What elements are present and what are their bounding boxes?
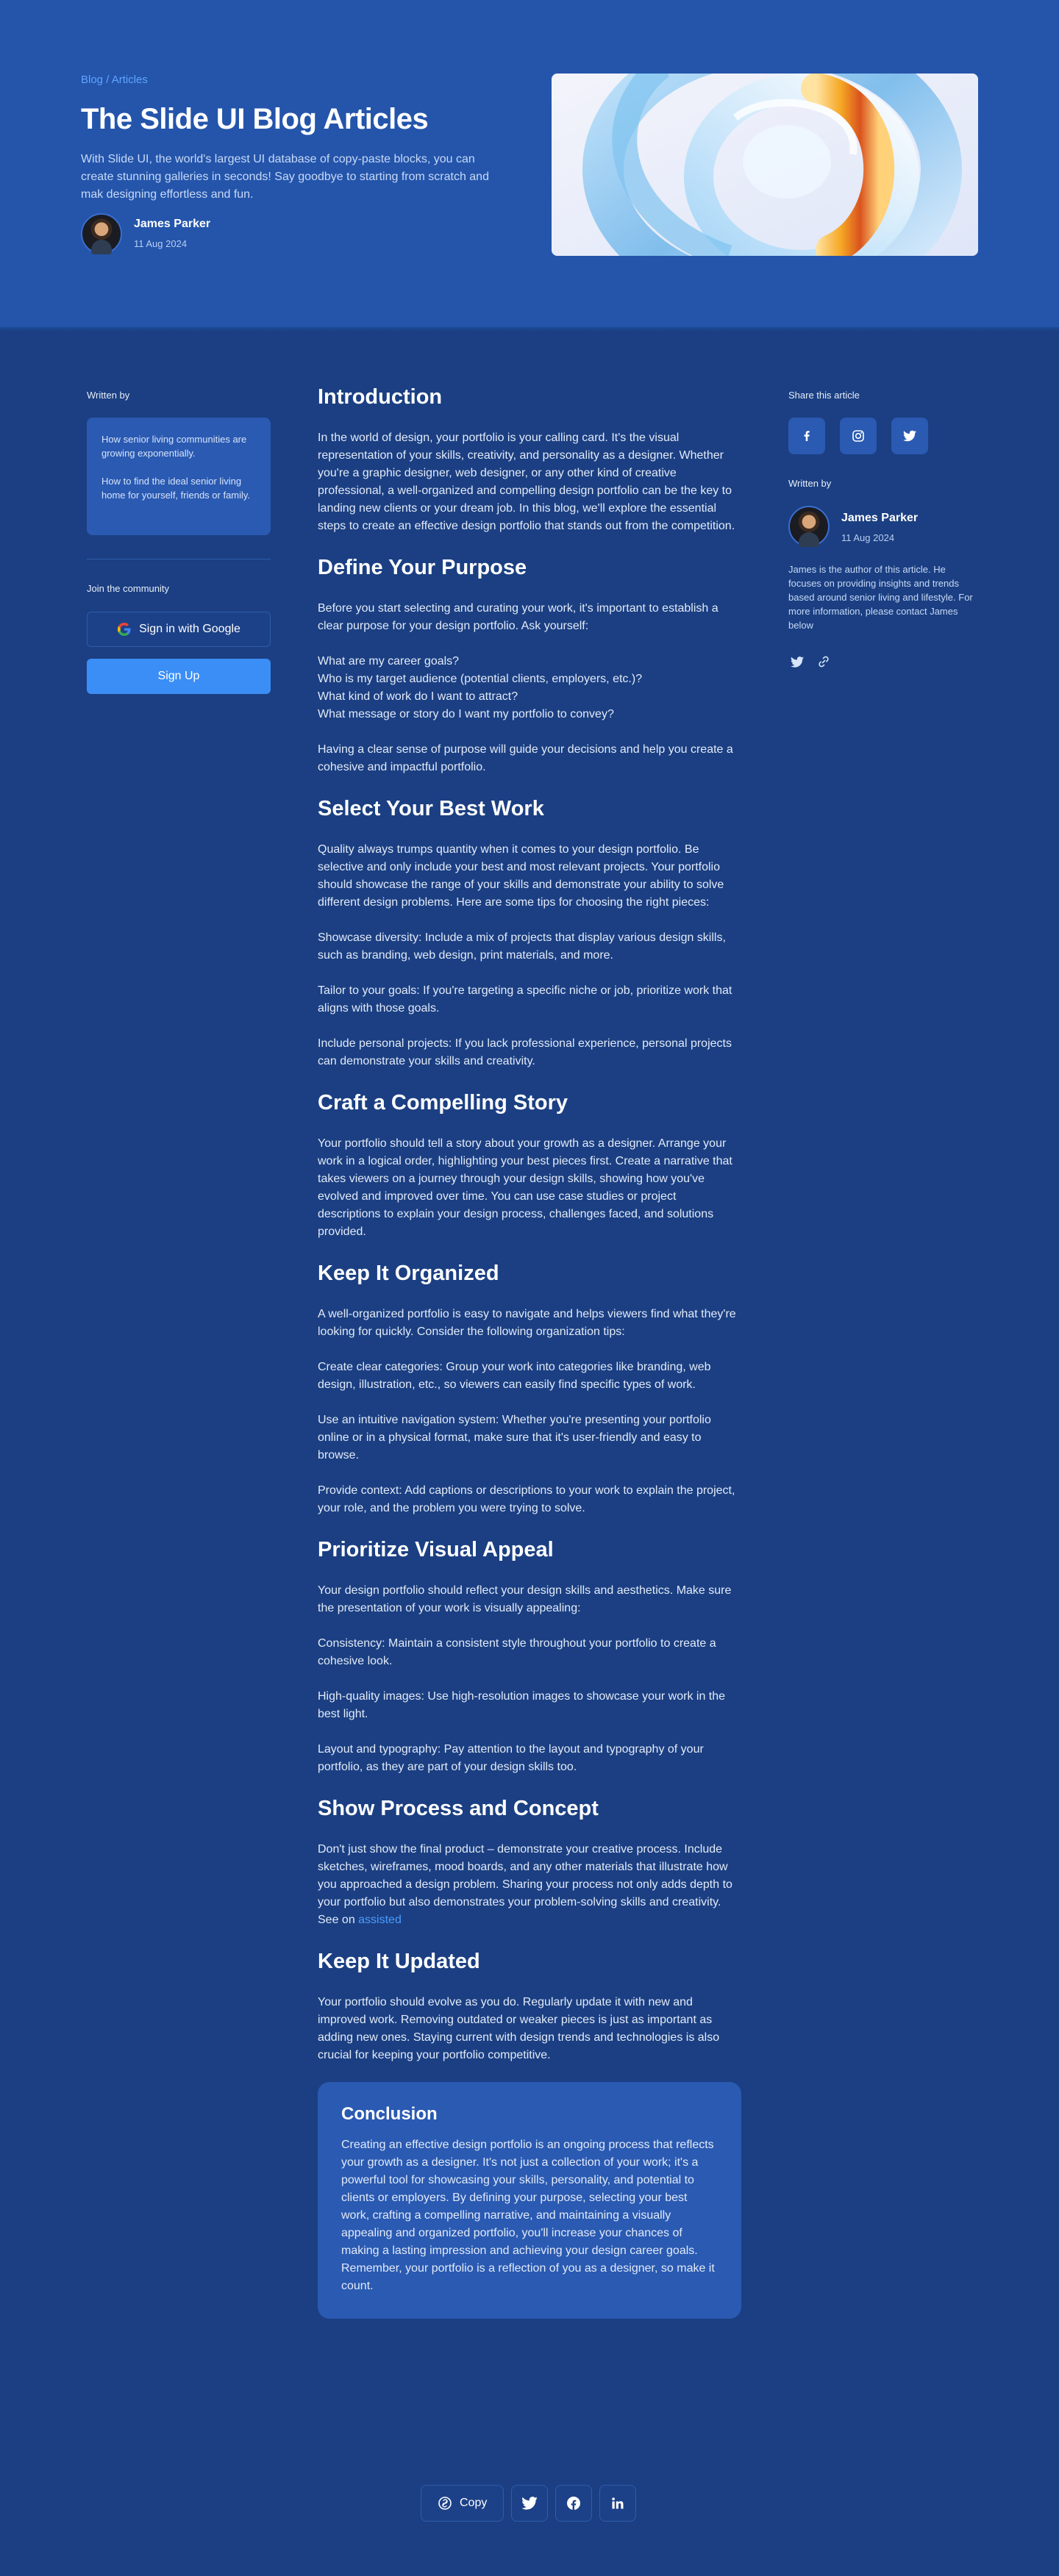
- signup-button[interactable]: Sign Up: [87, 659, 271, 694]
- link-icon: [817, 655, 830, 668]
- section-heading: Craft a Compelling Story: [318, 1091, 568, 1115]
- author-name: James Parker: [134, 218, 211, 230]
- paragraph: Having a clear sense of purpose will guide your decisions and help you create a cohesive and impactful portfolio.: [318, 743, 733, 773]
- hero-divider: [0, 327, 1059, 332]
- hero-author: [81, 213, 302, 257]
- related-article-link[interactable]: How to find the ideal senior living home for yourself, friends or family.: [101, 476, 251, 501]
- related-article-link[interactable]: How senior living communities are growing exponentially.: [101, 434, 247, 459]
- paragraph: Tailor to your goals: If you're targeting a specific niche or job, prioritize work that aligns with those goals.: [318, 984, 732, 1015]
- copy-link-button[interactable]: [421, 2485, 504, 2522]
- paragraph: Layout and typography: Pay attention to the layout and typography of your portfolio, as they are part of your design skills too.: [318, 1743, 704, 1773]
- avatar: [788, 506, 830, 547]
- section-keep-organized: [318, 1259, 741, 1517]
- join-community-label: Join the community: [87, 583, 169, 594]
- question-list: What are my career goals? Who is my target audience (potential clients, employers, etc.)? What kind of work do I want to attract? What message or story do I want my portfolio to convey?: [318, 655, 643, 720]
- paragraph: Use an intuitive navigation system: Whether you're presenting your portfolio online or in a physical format, make sure that it's user-friendly and easy to browse.: [318, 1414, 711, 1461]
- paragraph: In the world of design, your portfolio is your calling card. It's the visual representation of your skills, creativity, and personality as a designer. Whether you're a graphic designer, web designer, or any other kind of creative professional, a well-organized and compelling design portfolio can be the key to landing new clients or your dream job. In this blog, we'll explore the essential steps to create an effective design portfolio that stands out from the competition.: [318, 432, 735, 532]
- assisted-link[interactable]: assisted: [358, 1914, 402, 1926]
- share-instagram-button[interactable]: [840, 418, 877, 454]
- share-twitter-button[interactable]: [511, 2485, 548, 2522]
- paragraph: Your design portfolio should reflect your design skills and aesthetics. Make sure the presentation of your work is visually appealing:: [318, 1584, 732, 1614]
- paragraph: Before you start selecting and curating your work, it's important to establish a clear purpose for your design portfolio. Ask yourself:: [318, 602, 719, 632]
- paragraph: Your portfolio should tell a story about your growth as a designer. Arrange your work in a logical order, highlighting your best pieces first. Create a narrative that takes viewers on a journey through your design skills, showing how you've evolved and improved over time. You can use case studies or project descriptions to explain your design process, challenges faced, and solutions provided.: [318, 1137, 732, 1238]
- section-introduction: [318, 382, 741, 535]
- facebook-icon: [566, 2496, 581, 2511]
- paragraph: Provide context: Add captions or descriptions to your work to explain the project, your role, and the problem you were trying to solve.: [318, 1484, 735, 1514]
- publish-date: 11 Aug 2024: [134, 238, 188, 249]
- author-card: [788, 506, 980, 550]
- section-visual-appeal: [318, 1535, 741, 1776]
- copy-icon: [438, 2496, 452, 2511]
- share-facebook-button[interactable]: [555, 2485, 592, 2522]
- linkedin-icon: [611, 2497, 624, 2510]
- page-title: The Slide UI Blog Articles: [81, 103, 429, 135]
- publish-date: 11 Aug 2024: [841, 532, 895, 543]
- breadcrumb-link[interactable]: Blog / Articles: [81, 74, 148, 86]
- author-bio: James is the author of this article. He focuses on providing insights and trends based around senior living and lifestyle. For more information, please contact James below: [788, 564, 973, 631]
- hero-description: With Slide UI, the world's largest UI database of copy-paste blocks, you can create stunning galleries in seconds! Say goodbye to starting from scratch and mak designing effortless and fun.: [81, 153, 489, 201]
- section-heading: Select Your Best Work: [318, 797, 544, 820]
- paragraph: Include personal projects: If you lack professional experience, personal projects can demonstrate your skills and creativity.: [318, 1037, 732, 1067]
- related-articles-card: [87, 418, 271, 535]
- paragraph: Create clear categories: Group your work into categories like branding, web design, illustration, etc., so viewers can easily find specific types of work.: [318, 1361, 711, 1391]
- paragraph: A well-organized portfolio is easy to navigate and helps viewers find what they're looking for quickly. Consider the following organization tips:: [318, 1308, 736, 1338]
- section-heading: Keep It Organized: [318, 1262, 499, 1285]
- section-keep-updated: [318, 1947, 741, 2064]
- section-select-best-work: [318, 794, 741, 1070]
- author-name: James Parker: [841, 512, 919, 524]
- right-written-by-label: Written by: [788, 478, 832, 489]
- conclusion-text: Creating an effective design portfolio is an ongoing process that reflects your growth as a designer. It's not just a collection of your work; it's a powerful tool for showcasing your skills, personality, and potential to clients or employers. By defining your purpose, selecting your best work, crafting a compelling narrative, and maintaining a visually appealing and organized portfolio, you'll increase your chances of making a lasting impression and achieving your design career goals. Remember, your portfolio is a reflection of you as a designer, so make it count.: [341, 2139, 715, 2292]
- conclusion-card: [318, 2082, 741, 2319]
- conclusion-heading: Conclusion: [341, 2104, 438, 2124]
- paragraph: [318, 1841, 741, 1929]
- breadcrumb[interactable]: [81, 74, 148, 86]
- author-twitter-link[interactable]: [788, 653, 806, 670]
- share-article-label: Share this article: [788, 390, 860, 401]
- section-define-purpose: [318, 553, 741, 776]
- google-signin-label: Sign in with Google: [139, 623, 240, 635]
- share-linkedin-button[interactable]: [599, 2485, 636, 2522]
- facebook-icon: [801, 430, 813, 442]
- process-text: Don't just show the final product – demonstrate your creative process. Include sketches, wireframes, mood boards, and any other materials that illustrate how you approached a design problem. Sharing your process not only adds depth to your portfolio but also demonstrates your problem-solving skills and creativity. See on: [318, 1843, 732, 1926]
- section-heading: Keep It Updated: [318, 1950, 480, 1973]
- hero-section: [0, 0, 1059, 327]
- paragraph: Showcase diversity: Include a mix of projects that display various design skills, such as branding, web design, print materials, and more.: [318, 931, 726, 962]
- author-contact-icons: [788, 653, 832, 670]
- abstract-glass-image: [552, 74, 978, 256]
- left-written-by-label: Written by: [87, 390, 130, 401]
- twitter-icon: [521, 2497, 538, 2510]
- avatar: [81, 213, 122, 254]
- bottom-share-bar: [421, 2485, 636, 2522]
- hero-image: [552, 74, 978, 256]
- google-icon: [117, 622, 132, 637]
- section-process-concept: [318, 1794, 741, 1929]
- section-heading: Introduction: [318, 385, 443, 409]
- google-signin-button[interactable]: [87, 612, 271, 647]
- paragraph: High-quality images: Use high-resolution images to showcase your work in the best light.: [318, 1690, 726, 1720]
- instagram-icon: [852, 429, 865, 443]
- author-copy-link[interactable]: [815, 653, 832, 670]
- share-facebook-button[interactable]: [788, 418, 825, 454]
- share-twitter-button[interactable]: [891, 418, 928, 454]
- section-compelling-story: [318, 1088, 741, 1241]
- twitter-icon: [791, 656, 804, 668]
- section-heading: Show Process and Concept: [318, 1797, 599, 1820]
- section-heading: Prioritize Visual Appeal: [318, 1538, 554, 1561]
- paragraph: Your portfolio should evolve as you do. Regularly update it with new and improved work. Removing outdated or weaker pieces is just as important as adding new ones. Staying current with design trends and technologies is also crucial for keeping your portfolio competitive.: [318, 1996, 720, 2061]
- paragraph: Quality always trumps quantity when it comes to your design portfolio. Be selective and only include your best and most relevant projects. Your portfolio should showcase the range of your skills and demonstrate your ability to solve different design problems. Here are some tips for choosing the right pieces:: [318, 843, 724, 909]
- section-heading: Define Your Purpose: [318, 556, 527, 579]
- twitter-icon: [903, 430, 916, 442]
- paragraph: Consistency: Maintain a consistent style throughout your portfolio to create a cohesive look.: [318, 1637, 716, 1667]
- article-body: [318, 382, 741, 2319]
- copy-label: Copy: [460, 2497, 488, 2509]
